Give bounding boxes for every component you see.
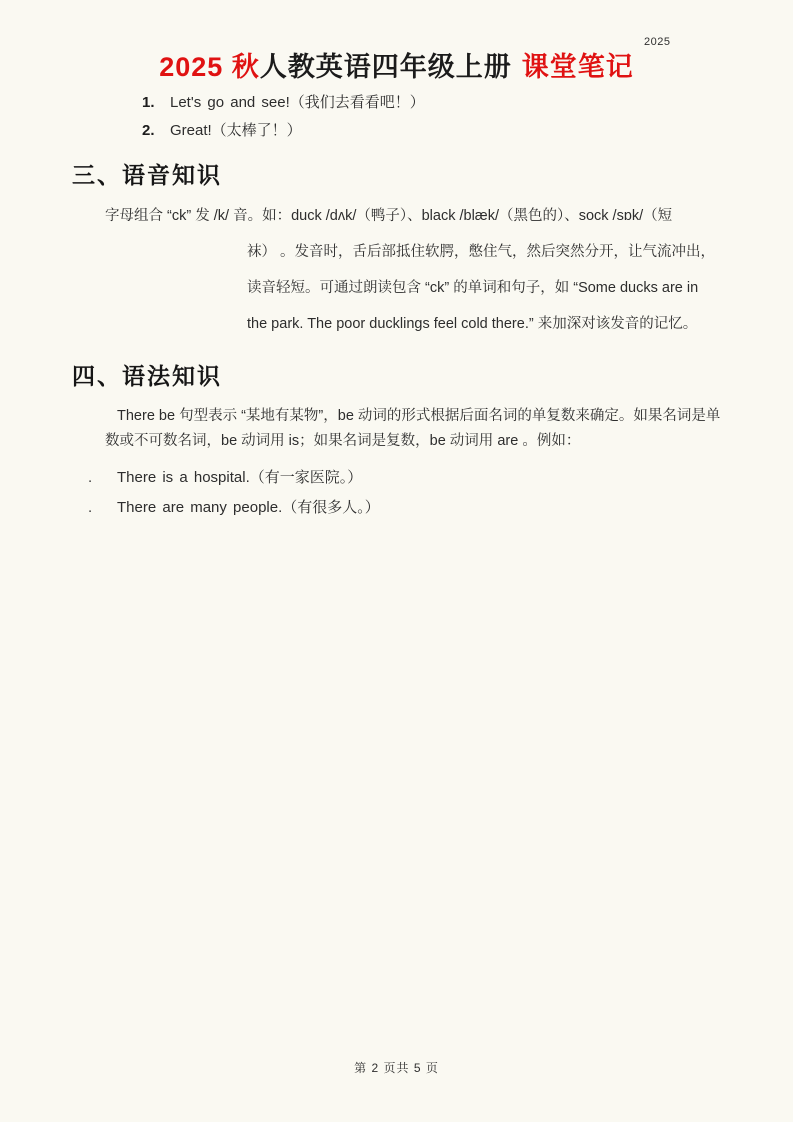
list-item <box>88 468 793 488</box>
list-item <box>88 498 793 518</box>
grammar-paragraph <box>0 404 793 454</box>
list-item-bullet: . <box>88 469 93 486</box>
list-item-number: 1. <box>142 94 155 111</box>
paragraph-line: 读音轻短。可通过朗读包含 “ck” 的单词和句子，如 “Some ducks are in <box>247 280 699 296</box>
page-number-footer: 第 2 页共 5 页 <box>354 1061 439 1075</box>
title-book-name: 人教英语四年级上册 <box>259 52 512 82</box>
list-item-text: There is a hospital.（有一家医院。） <box>117 469 363 486</box>
list-item-text: There are many people.（有很多人。） <box>117 499 380 516</box>
paragraph-line: 字母组合 “ck” 发 /k/ 音。如：duck /dʌk/（鸭子）、black /blæk/（黑色的）、sock /sɒk/（短 <box>105 208 673 224</box>
paragraph-line: 袜） 。发音时，舌后部抵住软腭，憋住气，然后突然分开，让气流冲出， <box>247 244 716 260</box>
paragraph-line: There be 句型表示 “某地有某物”，be 动词的形式根据后面名词的单复数来确定。如果名词是单 <box>117 408 721 424</box>
list-item-text: Let's go and see!（我们去看看吧！） <box>170 94 425 111</box>
grammar-example-list <box>88 468 793 518</box>
paragraph-line: 数或不可数名词，be 动词用 is；如果名词是复数，be 动词用 are 。例如： <box>105 433 581 449</box>
document-title <box>0 0 793 84</box>
header-year-text: 2025 <box>644 36 671 48</box>
phonetics-paragraph <box>0 198 793 342</box>
list-item-bullet: . <box>88 499 93 516</box>
title-year-season: 2025 秋 <box>159 52 260 82</box>
list-item-text: Great!（太棒了！） <box>170 122 302 139</box>
list-item <box>142 93 793 113</box>
intro-numbered-list <box>142 93 793 141</box>
section-heading-grammar: 四、语法知识 <box>72 363 222 389</box>
list-item <box>142 121 793 141</box>
section-heading-phonetics: 三、语音知识 <box>72 162 222 188</box>
paragraph-line: the park. The poor ducklings feel cold there.” 来加深对该发音的记忆。 <box>247 316 698 332</box>
title-notes-label: 课堂笔记 <box>521 52 634 82</box>
list-item-number: 2. <box>142 122 155 139</box>
